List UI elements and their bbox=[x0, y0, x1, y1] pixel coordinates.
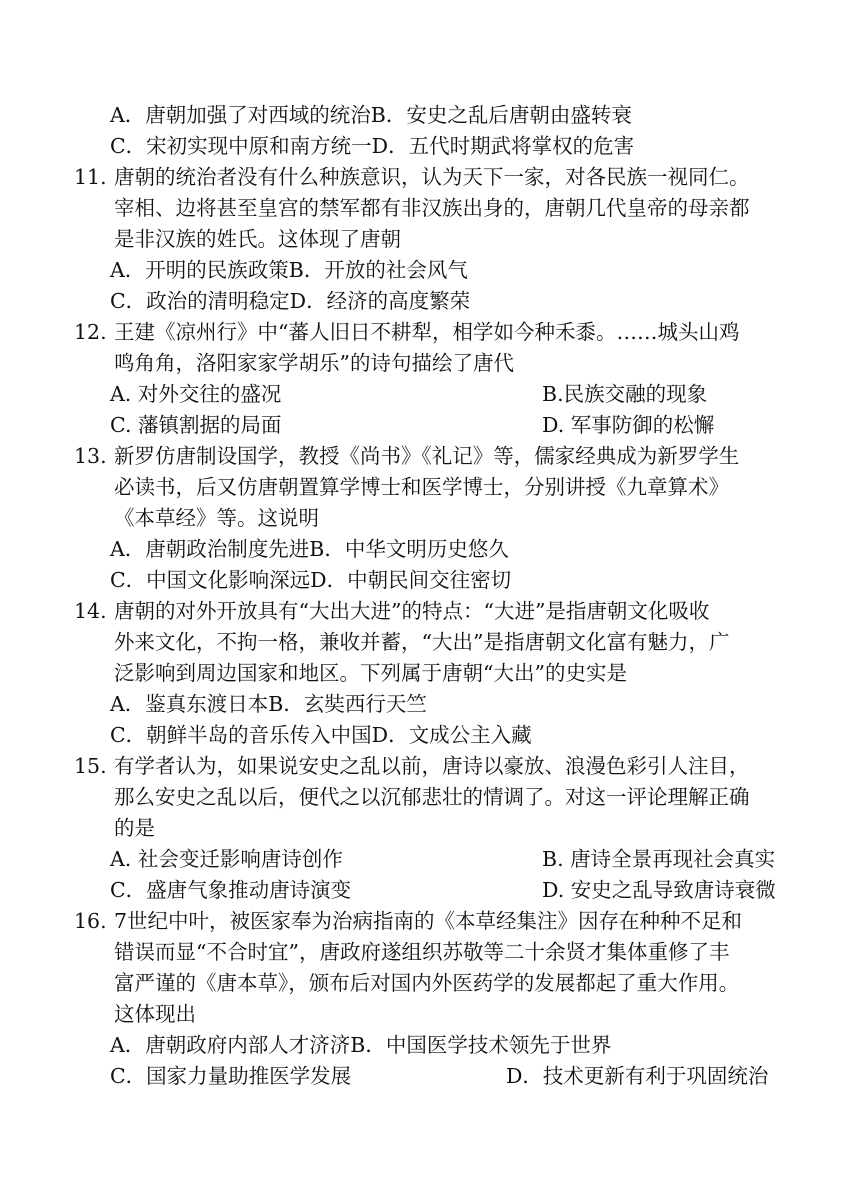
question-stem bbox=[114, 751, 786, 844]
options-a-b: A．唐朝加强了对西域的统治B．安史之乱后唐朝由盛转衰 bbox=[110, 103, 632, 127]
question-number: 14. bbox=[74, 599, 107, 623]
option-row bbox=[110, 100, 786, 131]
option-d: D. 军事防御的松懈 bbox=[542, 413, 715, 437]
option-c: C．国家力量助推医学发展 bbox=[110, 1064, 352, 1088]
options-c-d: C．朝鲜半岛的音乐传入中国D．文成公主入藏 bbox=[110, 723, 532, 747]
stem-line: 唐朝的统治者没有什么种族意识，认为天下一家，对各民族一视同仁。 bbox=[114, 165, 750, 189]
question-10-options bbox=[74, 100, 786, 162]
stem-line: 那么安史之乱以后，便代之以沉郁悲壮的情调了。对这一评论理解正确 bbox=[114, 785, 750, 809]
question-number: 11. bbox=[74, 165, 107, 189]
option-row bbox=[110, 131, 786, 162]
options-a-b: A．开明的民族政策B．开放的社会风气 bbox=[110, 258, 468, 282]
options-a-b: A．唐朝政治制度先进B．中华文明历史悠久 bbox=[110, 537, 509, 561]
stem-line: 7世纪中叶，被医家奉为治病指南的《本草经集注》因存在种种不足和 bbox=[114, 909, 743, 933]
stem-line: 《本草经》等。这说明 bbox=[114, 506, 319, 530]
stem-line: 宰相、边将甚至皇宫的禁军都有非汉族出身的，唐朝几代皇帝的母亲都 bbox=[114, 196, 750, 220]
options-c-d: C．中国文化影响深远D．中朝民间交往密切 bbox=[110, 568, 512, 592]
question-stem bbox=[114, 317, 786, 379]
question-stem bbox=[114, 906, 786, 1030]
stem-line: 唐朝的对外开放具有“大出大进”的特点：“大进”是指唐朝文化吸收 bbox=[114, 599, 710, 623]
question-11 bbox=[74, 162, 786, 317]
question-15 bbox=[74, 751, 786, 906]
question-12 bbox=[74, 317, 786, 441]
question-number: 16. bbox=[74, 909, 107, 933]
options-a-b: A．唐朝政府内部人才济济B．中国医学技术领先于世界 bbox=[110, 1033, 612, 1057]
question-number: 15. bbox=[74, 754, 107, 778]
stem-line: 这体现出 bbox=[114, 1002, 196, 1026]
option-c: C．盛唐气象推动唐诗演变 bbox=[110, 878, 352, 902]
option-a: A. 对外交往的盛况 bbox=[110, 382, 282, 406]
options-c-d: C．政治的清明稳定D．经济的高度繁荣 bbox=[110, 289, 471, 313]
stem-line: 泛影响到周边国家和地区。下列属于唐朝“大出”的史实是 bbox=[114, 661, 627, 685]
stem-line: 王建《凉州行》中“蕃人旧日不耕犁，相学如今种禾黍。……城头山鸡 bbox=[114, 320, 740, 344]
option-b: B.民族交融的现象 bbox=[542, 382, 708, 406]
option-c: C. 藩镇割据的局面 bbox=[110, 413, 282, 437]
option-b: B. 唐诗全景再现社会真实 bbox=[542, 847, 776, 871]
question-number: 13. bbox=[74, 444, 107, 468]
option-d: D. 安史之乱导致唐诗衰微 bbox=[542, 878, 776, 902]
option-d: D．技术更新有利于巩固统治 bbox=[506, 1064, 769, 1088]
stem-line: 鸣角角，洛阳家家学胡乐”的诗句描绘了唐代 bbox=[114, 351, 514, 375]
option-a: A. 社会变迁影响唐诗创作 bbox=[110, 847, 343, 871]
question-16 bbox=[74, 906, 786, 1092]
question-stem bbox=[114, 441, 786, 534]
stem-line: 必读书，后又仿唐朝置算学博士和医学博士，分别讲授《九章算术》 bbox=[114, 475, 729, 499]
stem-line: 是非汉族的姓氏。这体现了唐朝 bbox=[114, 227, 401, 251]
stem-line: 富严谨的《唐本草》，颁布后对国内外医药学的发展都起了重大作用。 bbox=[114, 971, 740, 995]
stem-line: 错误而显“不合时宜”，唐政府遂组织苏敬等二十余贤才集体重修了丰 bbox=[114, 940, 730, 964]
question-number: 12. bbox=[74, 320, 107, 344]
question-13 bbox=[74, 441, 786, 596]
stem-line: 外来文化，不拘一格，兼收并蓄，“大出”是指唐朝文化富有魅力，广 bbox=[114, 630, 730, 654]
options-c-d: C．宋初实现中原和南方统一D．五代时期武将掌权的危害 bbox=[110, 134, 635, 158]
question-stem bbox=[114, 162, 786, 255]
options-a-b: A．鉴真东渡日本B．玄奘西行天竺 bbox=[110, 692, 427, 716]
question-14 bbox=[74, 596, 786, 751]
stem-line: 的是 bbox=[114, 816, 155, 840]
question-stem bbox=[114, 596, 786, 689]
stem-line: 新罗仿唐制设国学，教授《尚书》《礼记》等，儒家经典成为新罗学生 bbox=[114, 444, 740, 468]
stem-line: 有学者认为，如果说安史之乱以前，唐诗以豪放、浪漫色彩引人注目， bbox=[114, 754, 750, 778]
